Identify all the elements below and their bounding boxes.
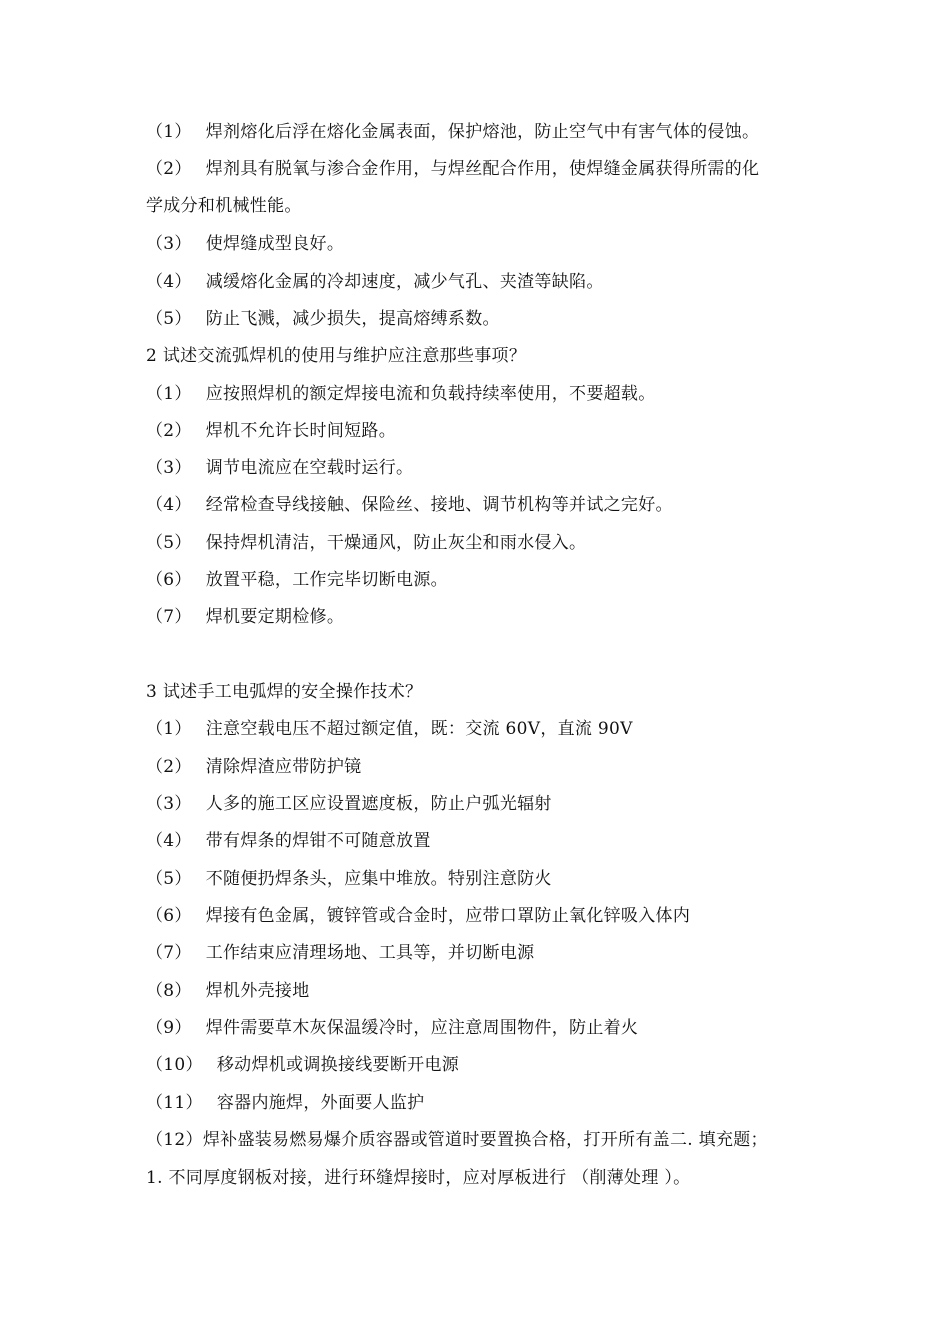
list-item (146, 718, 633, 740)
item-number: （3） (146, 458, 192, 478)
item-text: 焊补盛装易燃易爆介质容器或管道时要置换合格，打开所有盖二. 填充题； (202, 1130, 768, 1150)
item-text: 焊机要定期检修。 (205, 607, 345, 627)
list-item (146, 121, 759, 143)
item-text: 使焊缝成型良好。 (205, 234, 345, 254)
item-text: 清除焊渣应带防护镜 (205, 757, 362, 777)
item-number: （5） (146, 309, 192, 329)
item-number: （9） (146, 1018, 192, 1038)
item-number: （4） (146, 495, 192, 515)
list-item (146, 569, 448, 591)
item-text: 焊件需要草木灰保温缓冷时，应注意周围物件，防止着火 (205, 1018, 639, 1038)
list-item (146, 1017, 638, 1039)
item-text: 减缓熔化金属的冷却速度，减少气孔、夹渣等缺陷。 (205, 272, 604, 292)
item-text: 经常检查导线接触、保险丝、接地、调节机构等并试之完好。 (205, 495, 673, 515)
list-item (146, 1092, 424, 1114)
fill-in-question: 1. 不同厚度钢板对接，进行环缝焊接时，应对厚板进行 （削薄处理 ）。 (146, 1168, 691, 1188)
item-text: 调节电流应在空载时运行。 (205, 458, 414, 478)
item-number: （4） (146, 272, 192, 292)
item-text: 注意空载电压不超过额定值，既：交流 60V，直流 90V (205, 719, 633, 739)
item-text: 焊剂具有脱氧与渗合金作用，与焊丝配合作用，使焊缝金属获得所需的化 (205, 159, 760, 179)
list-item (146, 383, 656, 405)
list-item (146, 233, 344, 255)
item-text: 保持焊机清洁，干燥通风，防止灰尘和雨水侵入。 (205, 533, 587, 553)
item-text: 焊剂熔化后浮在熔化金属表面，保护熔池，防止空气中有害气体的侵蚀。 (205, 122, 760, 142)
item-text: 放置平稳，工作完毕切断电源。 (205, 570, 448, 590)
item-number: （12） (146, 1130, 203, 1150)
item-number: （1） (146, 719, 192, 739)
list-item (146, 830, 431, 852)
list-item (146, 420, 396, 442)
list-item (146, 905, 690, 927)
item-number: （5） (146, 533, 192, 553)
item-text: 防止飞溅，减少损失，提高熔缚系数。 (205, 309, 500, 329)
list-item (146, 457, 413, 479)
item-text: 移动焊机或调换接线要断开电源 (216, 1055, 460, 1075)
list-item (146, 756, 361, 778)
item-text: 焊机不允许长时间短路。 (205, 421, 397, 441)
item-text: 焊机外壳接地 (205, 981, 310, 1001)
list-item (146, 942, 534, 964)
item-number: （6） (146, 570, 192, 590)
list-item (146, 606, 344, 628)
list-item (146, 868, 552, 890)
item-text: 带有焊条的焊钳不可随意放置 (205, 831, 431, 851)
item-number: （5） (146, 869, 192, 889)
item-number: （7） (146, 943, 192, 963)
item-text: 不随便扔焊条头，应集中堆放。特别注意防火 (205, 869, 552, 889)
item-text: 工作结束应清理场地、工具等，并切断电源 (205, 943, 535, 963)
item-text: 人多的施工区应设置遮度板，防止户弧光辐射 (205, 794, 552, 814)
item-number: （3） (146, 234, 192, 254)
item-number: （3） (146, 794, 192, 814)
list-item (146, 271, 604, 293)
list-item (146, 1129, 768, 1151)
item-number: （11） (146, 1093, 203, 1113)
list-item (146, 532, 586, 554)
item-number: （6） (146, 906, 192, 926)
item-number: （1） (146, 384, 192, 404)
list-item (146, 494, 673, 516)
item-text: 焊接有色金属，镀锌管或合金时，应带口罩防止氧化锌吸入体内 (205, 906, 691, 926)
item-number: （2） (146, 159, 192, 179)
item-number: （1） (146, 122, 192, 142)
item-text: 学成分和机械性能。 (146, 196, 302, 216)
list-item (146, 1054, 459, 1076)
item-number: （10） (146, 1055, 203, 1075)
item-number: （7） (146, 607, 192, 627)
section-heading: 3 试述手工电弧焊的安全操作技术？ (146, 682, 423, 702)
item-number: （4） (146, 831, 192, 851)
section-heading: 2 试述交流弧焊机的使用与维护应注意那些事项？ (146, 346, 527, 366)
list-item (146, 158, 759, 180)
list-item (146, 793, 552, 815)
item-text: 应按照焊机的额定焊接电流和负载持续率使用，不要超载。 (205, 384, 656, 404)
item-number: （2） (146, 421, 192, 441)
item-number: （2） (146, 757, 192, 777)
list-item (146, 308, 500, 330)
list-item-continuation (146, 195, 302, 217)
item-number: （8） (146, 981, 192, 1001)
list-item (146, 980, 310, 1002)
item-text: 容器内施焊，外面要人监护 (216, 1093, 425, 1113)
